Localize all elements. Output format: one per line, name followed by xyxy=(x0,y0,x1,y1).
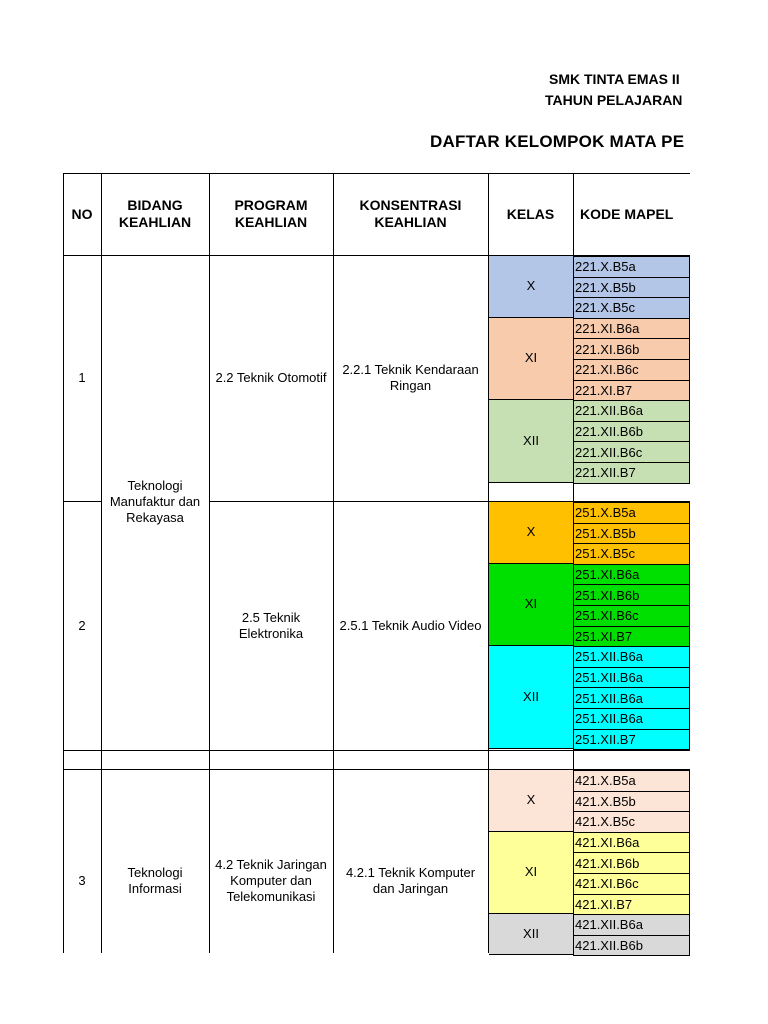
kode-mapel-cell: 221.X.B5b xyxy=(573,277,690,299)
kode-mapel-cell: 421.XII.B6b xyxy=(573,935,690,957)
school-name: SMK TINTA EMAS II xyxy=(549,71,680,87)
kode-mapel-cell: 251.X.B5b xyxy=(573,523,690,545)
kode-mapel-cell: 421.XI.B6c xyxy=(573,873,690,895)
grid-line xyxy=(209,173,210,953)
grid-line xyxy=(63,173,64,953)
grid-line xyxy=(488,173,489,953)
kode-mapel-cell: 251.XI.B7 xyxy=(573,626,690,648)
konsentrasi-keahlian: 2.2.1 Teknik Kendaraan Ringan xyxy=(342,362,479,393)
kode-mapel-cell: 221.XI.B6c xyxy=(573,359,690,381)
kode-mapel-cell: 221.X.B5c xyxy=(573,297,690,319)
kode-mapel-cell: 251.XII.B6a xyxy=(573,708,690,730)
kode-mapel-cell: 421.X.B5a xyxy=(573,770,690,792)
konsentrasi-keahlian: 4.2.1 Teknik Komputer dan Jaringan xyxy=(345,865,476,896)
kelas-cell: X xyxy=(489,770,573,832)
grid-line xyxy=(63,750,690,751)
kode-mapel-cell: 221.X.B5a xyxy=(573,256,690,278)
col-header-program: PROGRAM KEAHLIAN xyxy=(234,197,308,230)
kode-mapel-cell: 421.X.B5b xyxy=(573,791,690,813)
grid-line xyxy=(573,173,574,953)
kode-mapel-cell: 221.XI.B7 xyxy=(573,380,690,402)
grid-line xyxy=(101,173,102,953)
kode-mapel-cell: 251.XII.B6a xyxy=(573,646,690,668)
konsentrasi-keahlian: 2.5.1 Teknik Audio Video xyxy=(339,617,482,633)
kode-mapel-cell: 221.XII.B6b xyxy=(573,421,690,443)
grid-line xyxy=(63,501,101,502)
kode-mapel-cell: 251.XI.B6b xyxy=(573,584,690,606)
kode-mapel-cell: 251.XII.B6a xyxy=(573,667,690,689)
col-header-kode: KODE MAPEL xyxy=(580,205,674,222)
kelas-cell: XI xyxy=(489,318,573,400)
kode-mapel-cell: 421.XI.B7 xyxy=(573,894,690,916)
program-keahlian: 4.2 Teknik Jaringan Komputer dan Telekomunikasi xyxy=(215,857,327,904)
document-title: DAFTAR KELOMPOK MATA PE xyxy=(430,132,685,151)
kode-mapel-cell: 251.XII.B7 xyxy=(573,729,690,751)
grid-line xyxy=(63,173,690,174)
kode-mapel-cell: 421.X.B5c xyxy=(573,811,690,833)
kelas-cell: XII xyxy=(489,400,573,482)
bidang-keahlian: Teknologi Manufaktur dan Rekayasa xyxy=(109,478,201,525)
kelas-cell: X xyxy=(489,502,573,564)
kelas-cell: XI xyxy=(489,832,573,914)
kode-mapel-cell: 421.XII.B6a xyxy=(573,914,690,936)
program-keahlian: 2.2 Teknik Otomotif xyxy=(215,370,327,385)
grid-line xyxy=(333,173,334,953)
col-header-kelas: KELAS xyxy=(506,205,555,222)
row-no: 3 xyxy=(78,873,86,888)
kode-mapel-cell: 421.XI.B6b xyxy=(573,852,690,874)
col-header-konsentrasi: KONSENTRASI KEAHLIAN xyxy=(359,197,462,230)
row-no: 2 xyxy=(78,617,86,633)
kelas-cell: XI xyxy=(489,564,573,646)
kode-mapel-cell: 221.XI.B6a xyxy=(573,318,690,340)
kelas-cell: XII xyxy=(489,914,573,955)
kode-mapel-cell: 221.XII.B6a xyxy=(573,400,690,422)
kode-mapel-cell: 421.XI.B6a xyxy=(573,832,690,854)
row-no: 1 xyxy=(78,370,86,385)
col-header-bidang: BIDANG KEAHLIAN xyxy=(118,197,192,230)
kode-mapel-cell: 251.XI.B6a xyxy=(573,564,690,586)
kode-mapel-cell: 251.X.B5a xyxy=(573,502,690,524)
col-header-no: NO xyxy=(71,205,93,222)
grid-line xyxy=(63,769,690,770)
bidang-keahlian: Teknologi Informasi xyxy=(127,865,183,896)
program-keahlian: 2.5 Teknik Elektronika xyxy=(238,609,304,641)
grid-line xyxy=(209,501,690,502)
kode-mapel-cell: 221.XI.B6b xyxy=(573,338,690,360)
kode-mapel-cell: 251.XII.B6a xyxy=(573,687,690,709)
kelas-cell: X xyxy=(489,256,573,318)
academic-year: TAHUN PELAJARAN xyxy=(545,92,683,108)
kelas-cell: XII xyxy=(489,646,573,749)
kode-mapel-cell: 221.XII.B6c xyxy=(573,441,690,463)
kode-mapel-cell: 251.X.B5c xyxy=(573,543,690,565)
kode-mapel-cell: 221.XII.B7 xyxy=(573,462,690,484)
kode-mapel-cell: 251.XI.B6c xyxy=(573,605,690,627)
grid-line xyxy=(63,255,690,256)
